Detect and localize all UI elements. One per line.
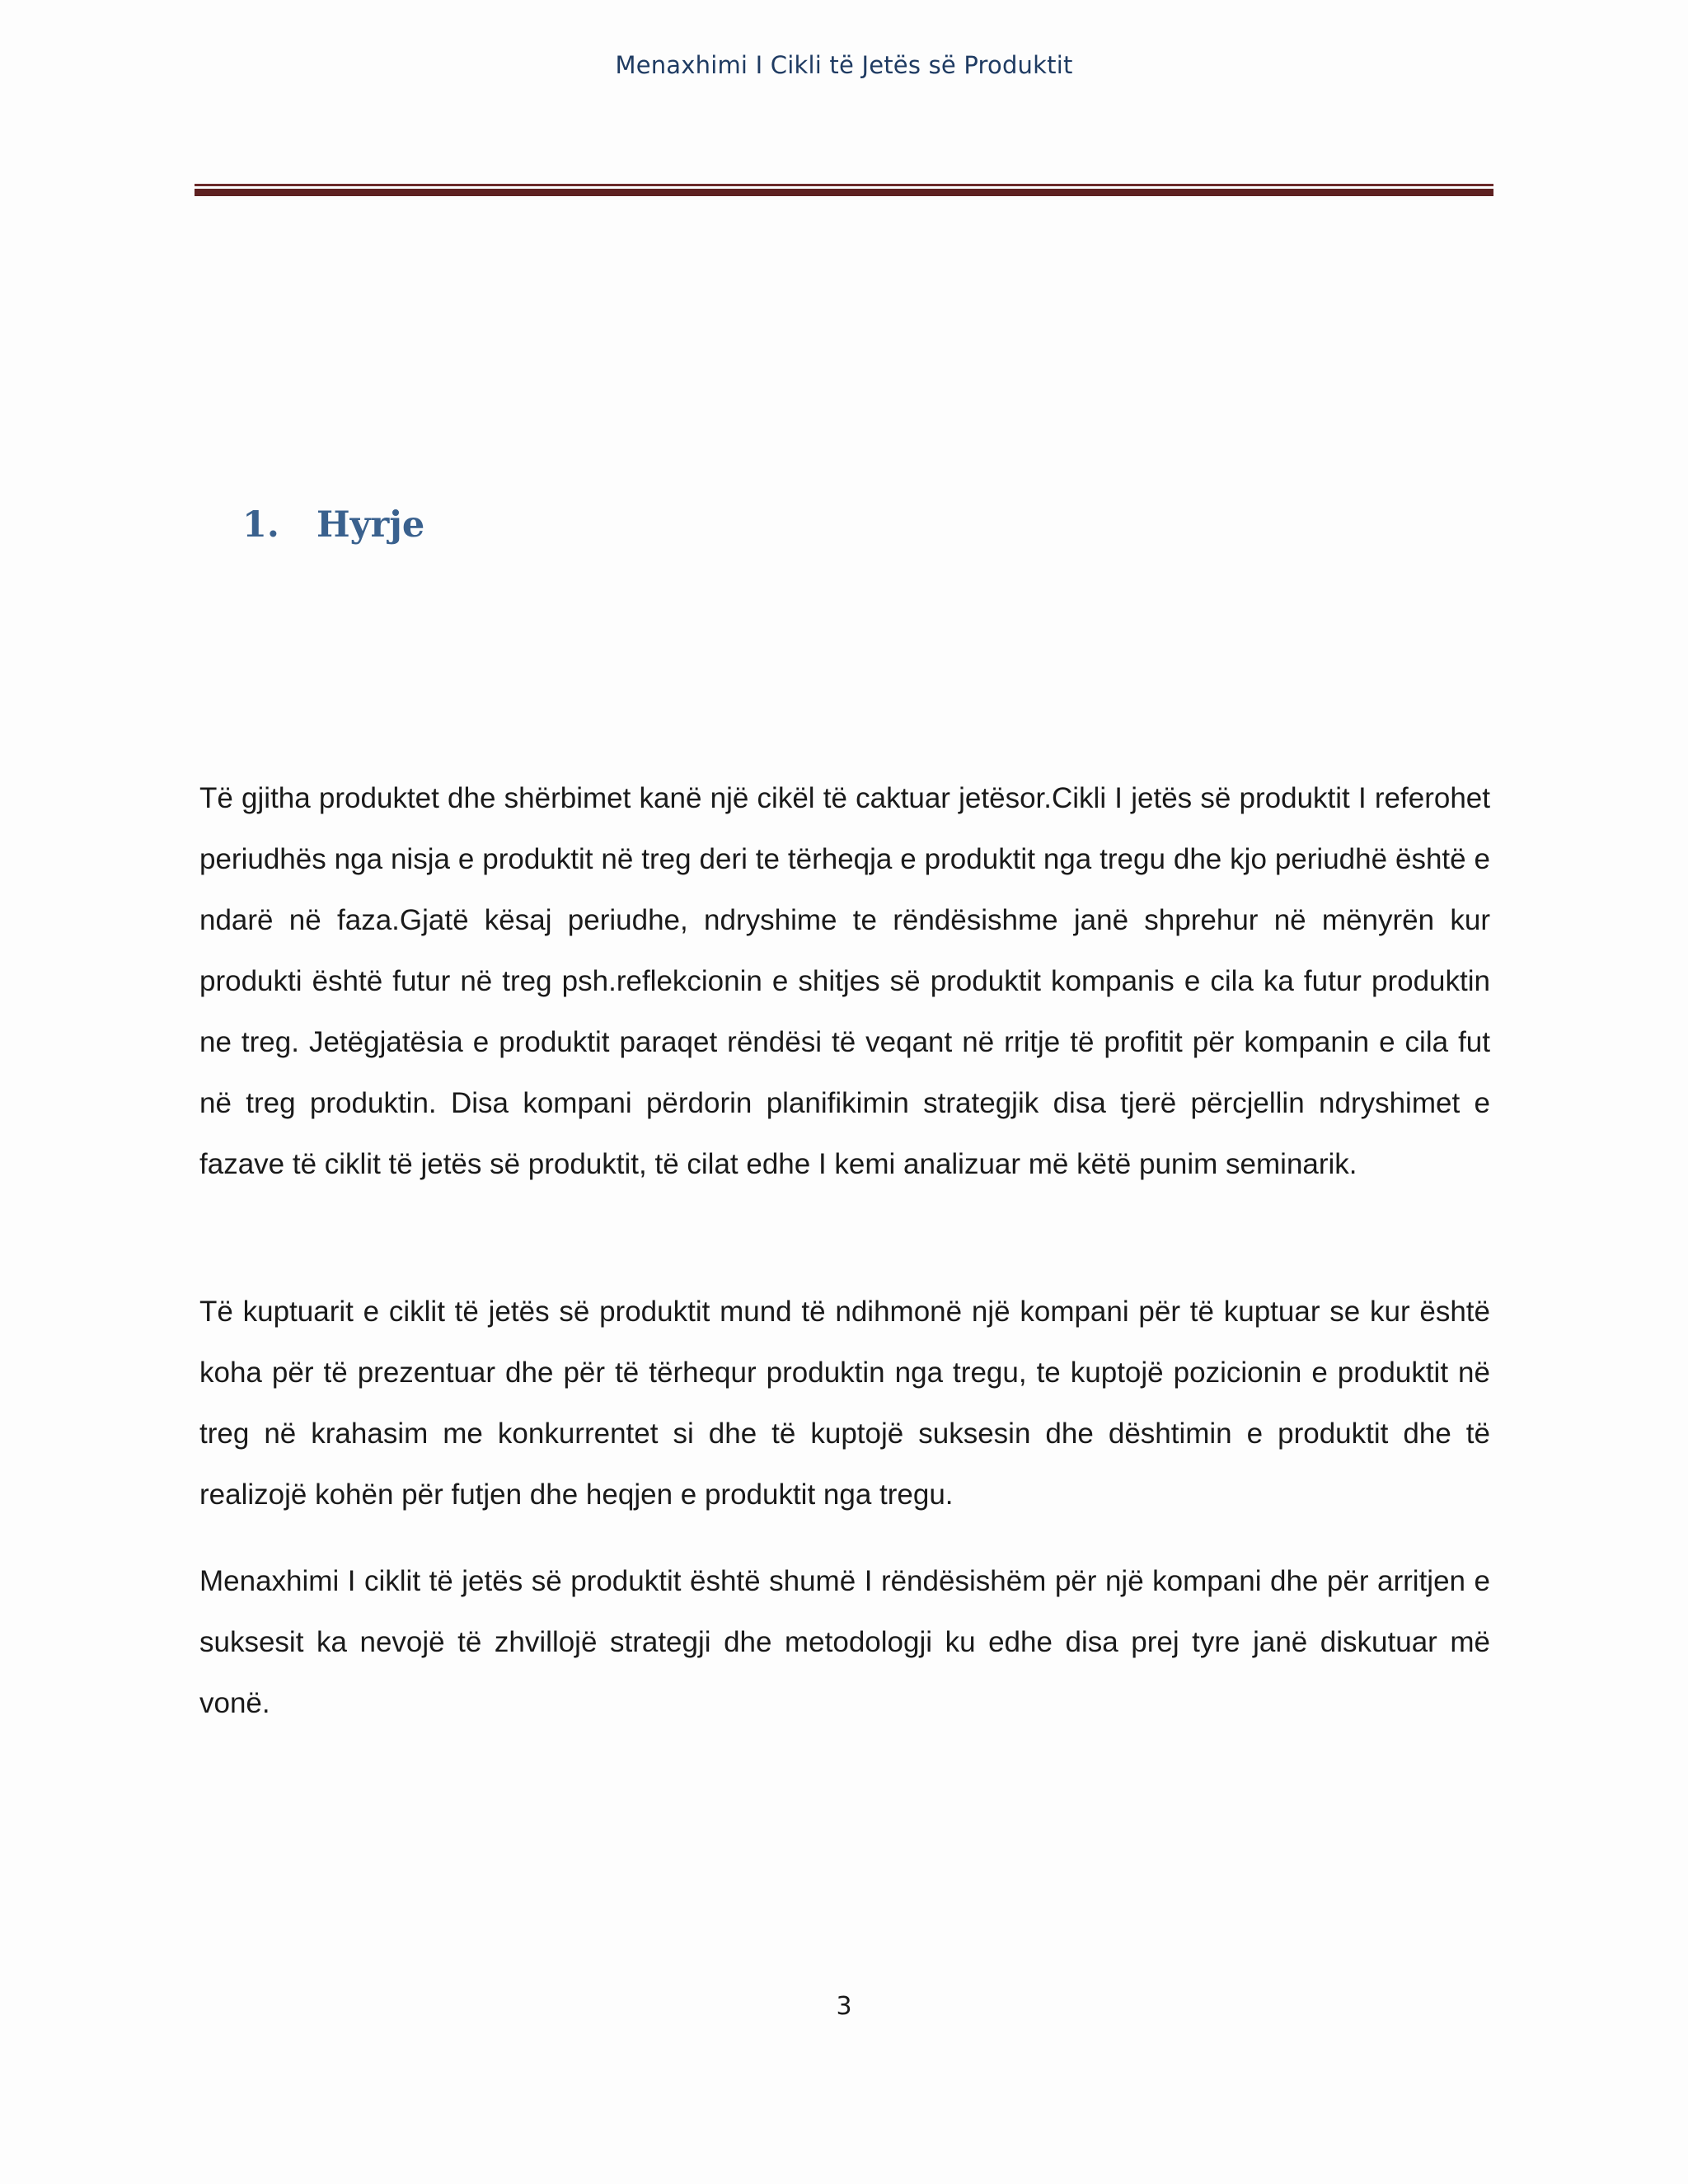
paragraph-2: Të kuptuarit e ciklit të jetës së produktit mund të ndihmonë një kompani për të kuptuar se kur është koha për të prezentuar dhe për të tërhequr produktin nga tregu, te kuptojë pozicionin e produktit në treg në krahasim me konkurrentet si dhe të kuptojë suksesin dhe dështimin e produktit dhe të realizojë kohën për futjen dhe heqjen e produktit nga tregu. (199, 1296, 1490, 1511)
page-number: 3 (836, 1992, 852, 2021)
section-title: Hyrje (316, 504, 425, 546)
paragraph-3: Menaxhimi I ciklit të jetës së produktit është shumë I rëndësishëm për një kompani dhe për arritjen e suksesit ka nevojë të zhvillojë strategji dhe metodologji ku edhe disa prej tyre janë diskutuar më vonë. (199, 1565, 1490, 1719)
section-heading (242, 504, 424, 546)
header-rule-thick (195, 189, 1493, 196)
section-number: 1. (242, 504, 279, 546)
header-rule-thin (195, 184, 1493, 186)
paragraph-1: Të gjitha produktet dhe shërbimet kanë një cikël të caktuar jetësor.Cikli I jetës së produktit I referohet periudhës nga nisja e produktit në treg deri te tërheqja e produktit nga tregu dhe kjo periudhë është e ndarë në faza.Gjatë kësaj periudhe, ndryshime te rëndësishme janë shprehur në mënyrën kur produkti është futur në treg psh.reflekcionin e shitjes së produktit kompanis e cila ka futur produktin ne treg. Jetëgjatësia e produktit paraqet rëndësi të veqant në rritje të profitit për kompanin e cila fut në treg produktin. Disa kompani përdorin planifikimin strategjik disa tjerë përcjellin ndryshimet e fazave të ciklit të jetës së produktit, të cilat edhe I kemi analizuar më këtë punim seminarik. (199, 782, 1490, 1180)
running-header: Menaxhimi I Cikli të Jetës së Produktit (615, 51, 1073, 79)
